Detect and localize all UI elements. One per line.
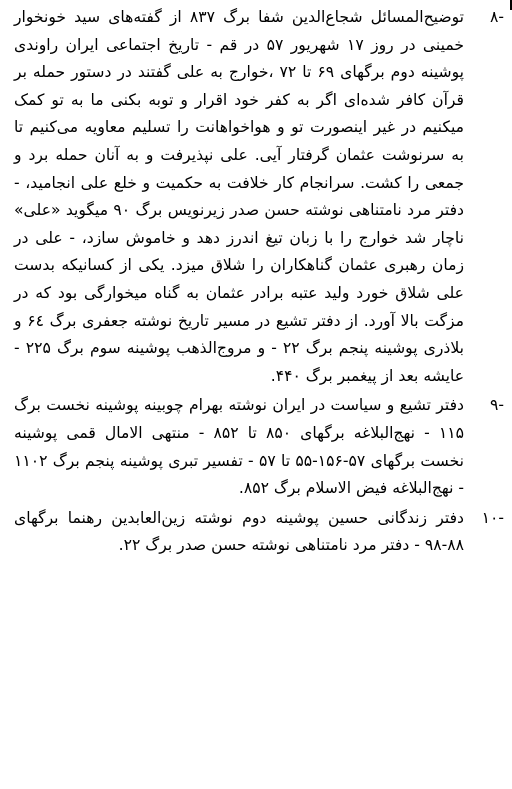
endnote-number: -۸ — [489, 8, 504, 26]
endnote-number: -۱۰ — [481, 508, 504, 527]
endnote-8 — [14, 4, 504, 390]
endnote-text: دفتر تشیع و سیاست در ایران نوشته بهرام چوبینه پوشینه نخست برگ ۱۱۵ - نهج‌البلاغه برگهای ۸۵۰ تا ۸۵۲ - منتهی الامال قمی پوشینه نخست برگهای ۵۷-۱۵۶-۵۵ تا ۵۷ - تفسیر تبری پوشینه پنجم برگ ۱۱۰۲ - نهج‌البلاغه فیض الاسلام برگ ۸۵۲. — [14, 396, 464, 498]
endnote-text: توضیح‌المسائل شجاع‌الدین شفا برگ ۸۳۷ از گفته‌های سید خونخوار خمینی در روز ۱۷ شهریور ۵۷ در قم - تاریخ اجتماعی ایران راوندی پوشینه دوم برگهای ۶۹ تا ۷۲ ،خوارج به علی گفتند در دستور حمله بر قرآن کافر شده‌ای اگر به کفر خود اقرار و توبه بکنی ما به تو کمک میکنیم در غیر اینصورت تو و هواخواهانت را تسلیم معاویه می‌کنیم تا به سرنوشت عثمان گرفتار آیی. علی نپذیرفت و به آنان حمله برد و جمعی را کشت. سرانجام کار خلافت به حکمیت و خلع علی انجامید، - دفتر مرد نامتناهی نوشته حسن صدر زیرنویس برگ ۹۰ میگوید «علی» ناچار شد خوارج را با زبان تیغ اندرز دهد و خاموش سازد، - علی در زمان رهبری عثمان گناهکاران را شلاق میزد. یکی از کسانیکه بدست علی شلاق خورد ولید عتبه برادر عثمان به گناه میخوارگی بود که در مزگت بالا آورد. از دفتر تشیع در مسیر تاریخ نوشته جعفری برگ ۶٤ و بلاذری پوشینه پنجم برگ ۲۲ - و مروج‌الذهب پوشینه سوم برگ ۲۲۵ - عایشه بعد از پیغمبر برگ ۴۴۰. — [14, 8, 464, 385]
endnote-10 — [14, 505, 504, 560]
endnote-9 — [14, 392, 504, 502]
endnotes-list — [14, 4, 504, 560]
endnote-text: دفتر زندگانی حسین پوشینه دوم نوشته زین‌العابدین رهنما برگهای ۸۸-۹۸ - دفتر مرد نامتناهی نوشته حسن صدر برگ ۲۲. — [14, 508, 464, 555]
endnote-number: -۹ — [489, 396, 504, 415]
